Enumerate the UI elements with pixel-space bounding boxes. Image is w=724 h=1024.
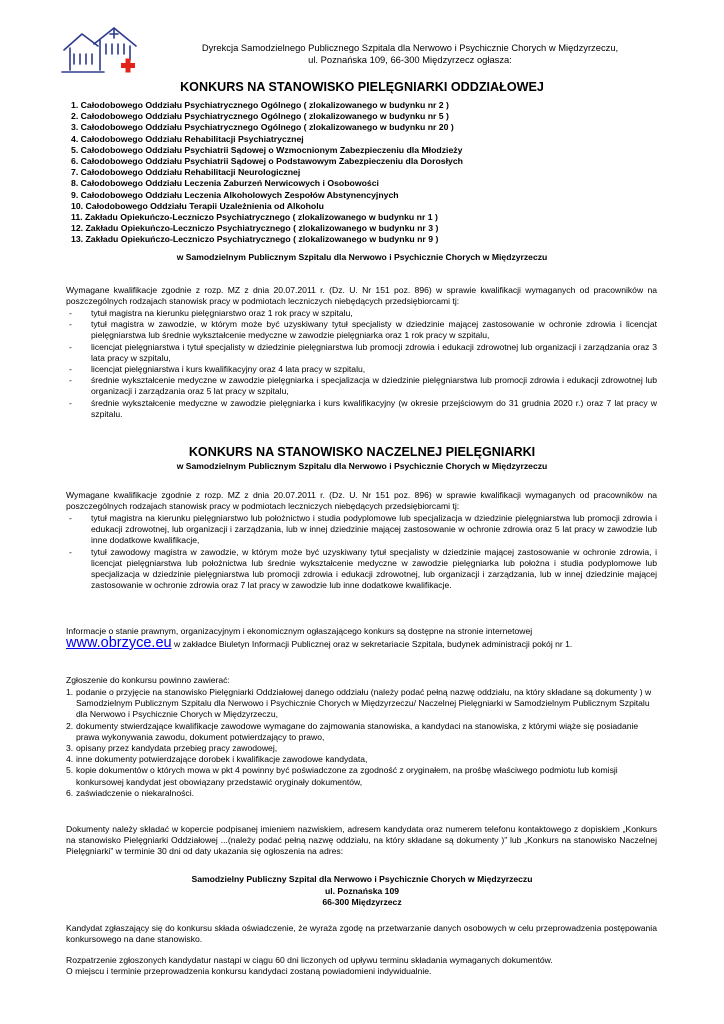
department-item: 5. Całodobowego Oddziału Psychiatrii Sądowej o Wzmocnionym Zabezpieczeniu dla Młodzieży (71, 144, 463, 155)
department-item: 12. Zakładu Opiekuńczo-Leczniczo Psychiatrycznego ( zlokalizowanego w budynku nr 3 ) (71, 223, 439, 234)
closing-paragraph (66, 955, 657, 977)
closing-line: Rozpatrzenie zgłoszonych kandydatur nastąpi w ciągu 60 dni liczonych od upływu terminu składania wymaganych dokumentów. (66, 955, 553, 965)
address-line: 66-300 Międzyrzecz (322, 897, 402, 908)
info-text-before: Informacje o stanie prawnym, organizacyjnym i ekonomicznym ogłaszającego konkurs są dostępne na stronie internetowej (66, 626, 533, 636)
header-organization: Dyrekcja Samodzielnego Publicznego Szpitala dla Nerwowo i Psychicznie Chorych w Międzyrzeczu, (201, 42, 619, 53)
section1-requirements-list (66, 308, 657, 420)
section2-requirements-intro: Wymagane kwalifikacje zgodnie z rozp. MZ z dnia 20.07.2011 r. (Dz. U. Nr 151 poz. 896) w sprawie kwalifikacji wymaganych od pracowników na poszczególnych rodzajach stanowisk pracy w podmiotach leczniczych niebędących przedsiębiorcami tj: (66, 490, 657, 512)
requirement-item: - tytuł magistra na kierunku pielęgniarstwo oraz 1 rok pracy w szpitalu, (66, 308, 657, 319)
department-item: 10. Całodobowego Oddziału Terapii Uzależnienia od Alkoholu (71, 200, 324, 211)
info-text-after: w zakładce Biuletyn Informacji Publicznej oraz w sekretariacie Szpitala, budynek administracji pokój nr 1. (171, 638, 573, 649)
application-item: 3. opisany przez kandydata przebieg pracy zawodowej, (66, 743, 278, 754)
submission-address (60, 874, 664, 909)
department-item: 2. Całodobowego Oddziału Psychiatrycznego Ogólnego ( zlokalizowanego w budynku nr 5 ) (71, 111, 449, 122)
application-item: 2. dokumenty stwierdzające kwalifikacje zawodowe wymagane do zajmowania stanowiska, a kandydaci na stanowiska, z którymi wiąże się posiadanie prawa wykonywania zawodu, dokument potwierdzający to prawo, (66, 720, 639, 742)
section2-requirements-list (66, 513, 657, 591)
address-line: Samodzielny Publiczny Szpital dla Nerwowo i Psychicznie Chorych w Międzyrzeczu (191, 874, 533, 884)
department-item: 4. Całodobowego Oddziału Rehabilitacji Psychiatrycznej (71, 133, 304, 144)
requirement-item: - licencjat pielęgniarstwa i tytuł specjalisty w dziedzinie pielęgniarstwa lub promocji zdrowia i edukacji zdrowotnej lub organizacji i zarządzania oraz 3 lata pracy w szpitalu, (66, 342, 657, 364)
requirement-item: - tytuł magistra w zawodzie, w którym może być uzyskiwany tytuł specjalisty w dziedzinie mającej zastosowanie w ochronie zdrowia i licencjat pielęgniarstwa lub średnie wykształcenie medyczne w zawodzie pielęgniarka oraz 1 rok pracy w szpitalu, (66, 319, 657, 341)
info-paragraph (66, 626, 657, 650)
section2-title: KONKURS NA STANOWISKO NACZELNEJ PIELĘGNIARKI (188, 445, 536, 459)
consent-paragraph: Kandydat zgłaszający się do konkursu składa oświadczenie, że wyraża zgodę na przetwarzanie danych osobowych w celu przeprowadzenia postępowania konkursowego na dane stanowisko. (66, 923, 657, 945)
department-item: 6. Całodobowego Oddziału Psychiatrii Sądowej o Podstawowym Zabezpieczeniu dla Dorosłych (71, 156, 463, 167)
department-item: 11. Zakładu Opiekuńczo-Leczniczo Psychiatrycznego ( zlokalizowanego w budynku nr 1 ) (71, 212, 438, 223)
department-item: 13. Zakładu Opiekuńczo-Leczniczo Psychiatrycznego ( zlokalizowanego w budynku nr 9 ) (71, 234, 439, 245)
section1-title: KONKURS NA STANOWISKO PIELĘGNIARKI ODDZIAŁOWEJ (180, 80, 544, 94)
department-item: 3. Całodobowego Oddziału Psychiatrycznego Ogólnego ( zlokalizowanego w budynku nr 20 ) (71, 122, 454, 133)
department-item: 7. Całodobowego Oddziału Rehabilitacji Neurologicznej (71, 167, 301, 178)
section1-location: w Samodzielnym Publicznym Szpitalu dla Nerwowo i Psychicznie Chorych w Międzyrzeczu (176, 252, 548, 262)
requirement-item: - tytuł magistra na kierunku pielęgniarstwo lub położnictwo i studia podyplomowe lub specjalizacja w dziedzinie pielęgniarstwa lub promocji zdrowia i edukacji zdrowotnej, lub organizacji i zarządzania, lub w innej dziedzinie mającej zastosowanie w ochronie zdrowia oraz 5 lat pracy w zawodzie lub inne dodatkowe kwalifikacje, (66, 513, 657, 547)
requirement-item: - średnie wykształcenie medyczne w zawodzie pielęgniarka i specjalizacja w dziedzinie pielęgniarstwa lub promocji zdrowia i edukacji zdrowotnej lub organizacji i zarządzania oraz 5 lat pracy w szpitalu, (66, 375, 657, 397)
application-intro: Zgłoszenie do konkursu powinno zawierać: (66, 675, 230, 685)
section2-location: w Samodzielnym Publicznym Szpitalu dla Nerwowo i Psychicznie Chorych w Międzyrzeczu (176, 461, 548, 471)
section1-requirements-intro: Wymagane kwalifikacje zgodnie z rozp. MZ z dnia 20.07.2011 r. (Dz. U. Nr 151 poz. 896) w sprawie kwalifikacji wymaganych od pracowników na poszczególnych rodzajach stanowisk pracy w podmiotach leczniczych niebędących przedsiębiorcami tj: (66, 285, 657, 307)
requirement-item: - średnie wykształcenie medyczne w zawodzie pielęgniarka i kurs kwalifikacyjny (w okresie przejściowym do 31 grudnia 2020 r.) oraz 7 lat pracy w szpitalu. (66, 398, 657, 420)
requirement-item: - licencjat pielęgniarstwa i kurs kwalifikacyjny oraz 4 lata pracy w szpitalu, (66, 364, 657, 375)
website-link[interactable]: www.obrzyce.eu (66, 634, 172, 651)
department-item: 8. Całodobowego Oddziału Leczenia Zaburzeń Nerwicowych i Osobowości (71, 178, 379, 189)
address-line: ul. Poznańska 109 (324, 885, 400, 896)
closing-line: O miejscu i terminie przeprowadzenia konkursu kandydaci zostaną powiadomieni indywidualnie. (66, 966, 432, 977)
department-list (71, 100, 463, 246)
application-item: 6. zaświadczenie o niekaralności. (66, 787, 194, 798)
submission-paragraph: Dokumenty należy składać w kopercie podpisanej imieniem nazwiskiem, adresem kandydata oraz numerem telefonu kontaktowego z dopiskiem „Konkurs na stanowisko Pielęgniarki Oddziałowej ...(należy podać pełną nazwę oddziału, na który składane są dokumenty )” lub „Konkurs na stanowisko Naczelnej Pielęgniarki” w terminie 30 dni od daty ukazania się ogłoszenia na adres: (66, 824, 657, 857)
hospital-building-cross-icon (60, 24, 142, 76)
department-item: 1. Całodobowego Oddziału Psychiatrycznego Ogólnego ( zlokalizowanego w budynku nr 2 ) (71, 100, 449, 110)
application-item: 5. kopie dokumentów o których mowa w pkt 4 powinny być poświadczone za zgodność z oryginałem, na prośbę właściwego podmiotu lub komisji konkursowej kandydat jest obowiązany przedstawić oryginały dokumentów, (66, 765, 618, 787)
requirement-item: - tytuł zawodowy magistra w zawodzie, w którym może być uzyskiwany tytuł specjalisty w dziedzinie mającej zastosowanie w ochronie zdrowia, i licencjat pielęgniarstwa lub położnictwa lub średnie wykształcenie medyczne w zawodzie pielęgniarka lub położna i studia podyplomowe lub specjalizacja w dziedzinie pielęgniarstwa lub promocji zdrowia i edukacji zdrowotnej, lub organizacji i zarządzania, lub w innej dziedzinie mającej zastosowanie w ochronie zdrowia oraz 7 lat pracy w zawodzie lub inne dodatkowe kwalifikacje. (66, 547, 657, 592)
department-item: 9. Całodobowego Oddziału Leczenia Alkoholowych Zespołów Abstynencyjnych (71, 189, 399, 200)
header-address: ul. Poznańska 109, 66-300 Międzyrzecz ogłasza: (308, 54, 512, 65)
application-item: 1. podanie o przyjęcie na stanowisko Pielęgniarki Oddziałowej danego oddziału (należy podać pełną nazwę oddziału, na który składane są dokumenty ) w Samodzielnym Publicznym Szpitalu dla Nerwowo i Psychicznie Chorych w Międzyrzeczu/ Naczelnej Pielęgniarki w Samodzielnym Publicznym Szpitalu dla Nerwowo i Psychicznie Chorych w Międzyrzeczu, (66, 687, 652, 720)
application-item: 4. inne dokumenty potwierdzające dorobek i kwalifikacje zawodowe kandydata, (66, 754, 368, 765)
application-list (66, 687, 657, 799)
